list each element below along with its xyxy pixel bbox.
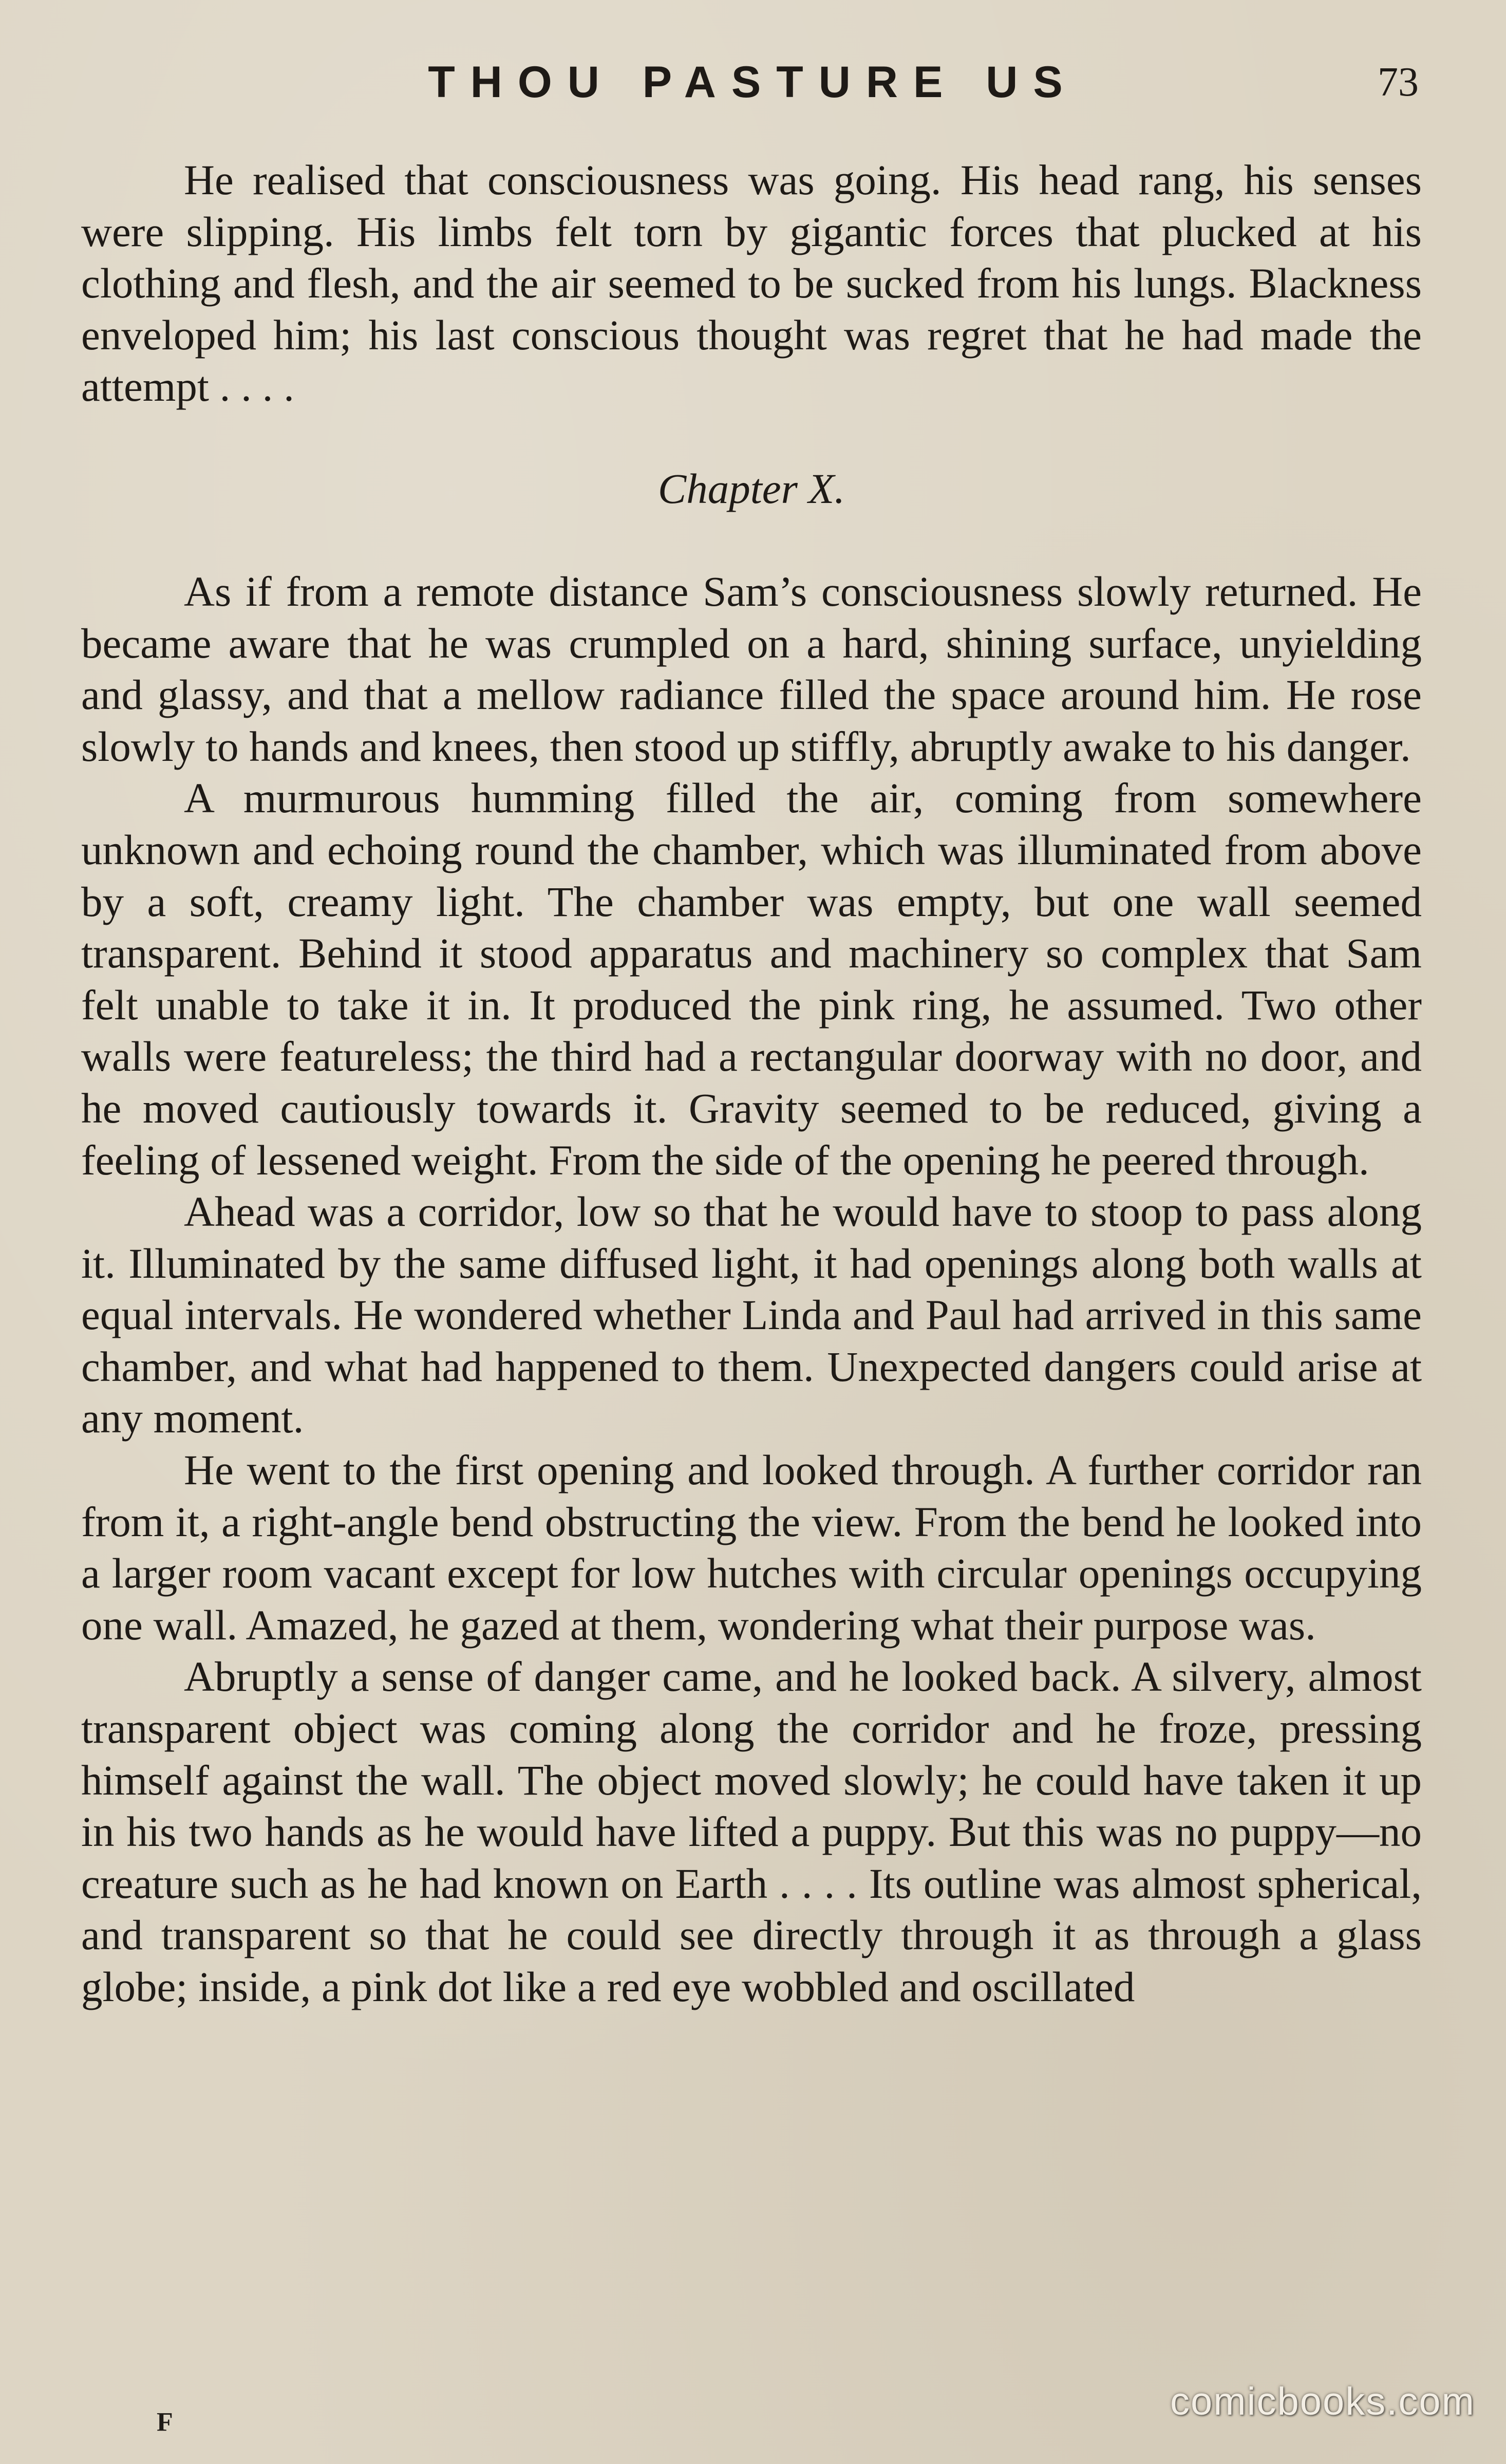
running-head	[0, 51, 1506, 113]
running-title: THOU PASTURE US	[428, 58, 1078, 107]
paragraph: A murmurous humming filled the air, coming from somewhere unknown and echoing round the chamber, which was illuminated from above by a soft, creamy light. The chamber was empty, but one wall seemed transparent. Behind it stood apparatus and machinery so complex that Sam felt unable to take it in. It produced the pink ring, he assumed. Two other walls were featureless; the third had a rectangular doorway with no door, and he moved cautiously towards it. Gravity seemed to be reduced, giving a feeling of lessened weight. From the side of the opening he peered through.	[81, 774, 1422, 1184]
paragraph: Abruptly a sense of danger came, and he looked back. A silvery, almost transparent object was coming along the corridor and he froze, pressing himself against the wall. The object moved slowly; he could have taken it up in his two hands as he would have lifted a puppy. But this was no puppy—no creature such as he had known on Earth . . . . Its outline was almost spherical, and transparent so that he could see directly through it as through a glass globe; inside, a pink dot like a red eye wobbled and oscillated	[81, 1653, 1422, 2010]
chapter-heading: Chapter X.	[657, 464, 845, 512]
paragraph: He realised that consciousness was going. His head rang, his senses were slipping. His limbs felt torn by gigantic forces that plucked at his clothing and flesh, and the air seemed to be sucked from his lungs. Blackness enveloped him; his last conscious thought was regret that he had made the attempt . . . .	[81, 156, 1422, 410]
signature-mark: F	[157, 2407, 173, 2437]
paragraph: As if from a remote distance Sam’s consciousness slowly returned. He became aware that he was crumpled on a hard, shining surface, unyielding and glassy, and that a mellow radiance filled the space around him. He rose slowly to hands and knees, then stood up stiffly, abruptly awake to his danger.	[81, 567, 1422, 770]
body-text	[81, 154, 1422, 2013]
paragraph: He went to the first opening and looked through. A further corridor ran from it, a right-angle bend obstructing the view. From the bend he looked into a larger room vacant except for low hutches with circular openings occupying one wall. Amazed, he gazed at them, wondering what their purpose was.	[81, 1446, 1422, 1649]
paragraph: Ahead was a corridor, low so that he would have to stoop to pass along it. Illuminated by the same diffused light, it had openings along both walls at equal intervals. He wondered whether Linda and Paul had arrived in this same chamber, and what had happened to them. Unexpected dangers could arise at any moment.	[81, 1188, 1422, 1442]
page-number: 73	[1378, 60, 1419, 105]
watermark: comicbooks.com	[1170, 2380, 1475, 2423]
